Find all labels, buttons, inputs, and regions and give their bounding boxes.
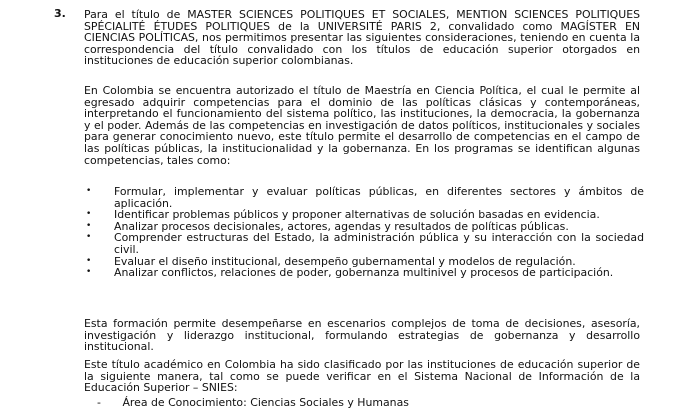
clasificacion-item [97,397,409,409]
list-item-text: Analizar procesos decisionales, actores, agendas y resultados de políticas públicas. [114,219,569,233]
list-item-text: Comprender estructuras del Estado, la administración pública y su interacción con la sociedad civil. [114,231,644,256]
colombia-paragraph: En Colombia se encuentra autorizado el título de Maestría en Ciencia Política, el cual le permite al egresado adquirir competencias para el dominio de las políticas clásicas y contemporáneas, interpretando el funcionamiento del sistema político, las instituciones, la democracia, la gobernanza y el poder. Además de las competencias en investigación de datos políticos, institucionales y sociales para generar conocimiento nuevo, este título permite el desarrollo de competencias en el campo de las políticas públicas, la institucionalidad y la gobernanza. En los programas se identifican algunas competencias, tales como: [84,84,640,167]
bullet-icon: • [86,255,92,266]
item-number: 3. [54,7,66,20]
intro-paragraph: Para el título de MASTER SCIENCES POLITIQUES ET SOCIALES, MENTION SCIENCES POLITIQUES SPÉCIALITÉ ÉTUDES POLITIQUES de la UNIVERSITÉ PARIS 2, convalidado como MAGÍSTER EN CIENCIAS POLÍTICAS, nos permitimos presentar las siguientes consideraciones, teniendo en cuenta la correspondencia del título convalidado con los títulos de educación superior otorgados en instituciones de educación superior colombianas. [84,8,640,68]
competencias-list [84,186,644,279]
bullet-icon: • [86,186,92,196]
list-item [84,186,644,209]
bullet-icon: • [86,267,92,278]
list-item-text: Formular, implementar y evaluar políticas públicas, en diferentes sectores y ámbitos de aplicación. [114,185,644,210]
list-item-text: Identificar problemas públicos y proponer alternativas de solución basadas en evidencia. [114,208,600,222]
bullet-icon: • [86,232,92,243]
list-item [84,267,644,279]
list-item [84,232,644,255]
bullet-icon: • [86,220,92,231]
list-item-text: Analizar conflictos, relaciones de poder, gobernanza multinivel y procesos de participación. [114,266,614,280]
clasificacion-paragraph: Este título académico en Colombia ha sido clasificado por las instituciones de educación superior de la siguiente manera, tal como se puede verificar en el Sistema Nacional de Información de la Educación Superior – SNIES: [84,358,640,395]
bullet-icon: • [86,209,92,220]
formacion-paragraph: Esta formación permite desempeñarse en escenarios complejos de toma de decisiones, asesoría, investigación y liderazgo institucional, formulando estrategias de gobernanza y desarrollo institucional. [84,317,640,354]
list-item-text: Evaluar el diseño institucional, desempeño gubernamental y modelos de regulación. [114,254,576,268]
clasificacion-item-text: Área de Conocimiento: Ciencias Sociales y Humanas [122,396,409,409]
dash-icon: - [97,396,101,409]
